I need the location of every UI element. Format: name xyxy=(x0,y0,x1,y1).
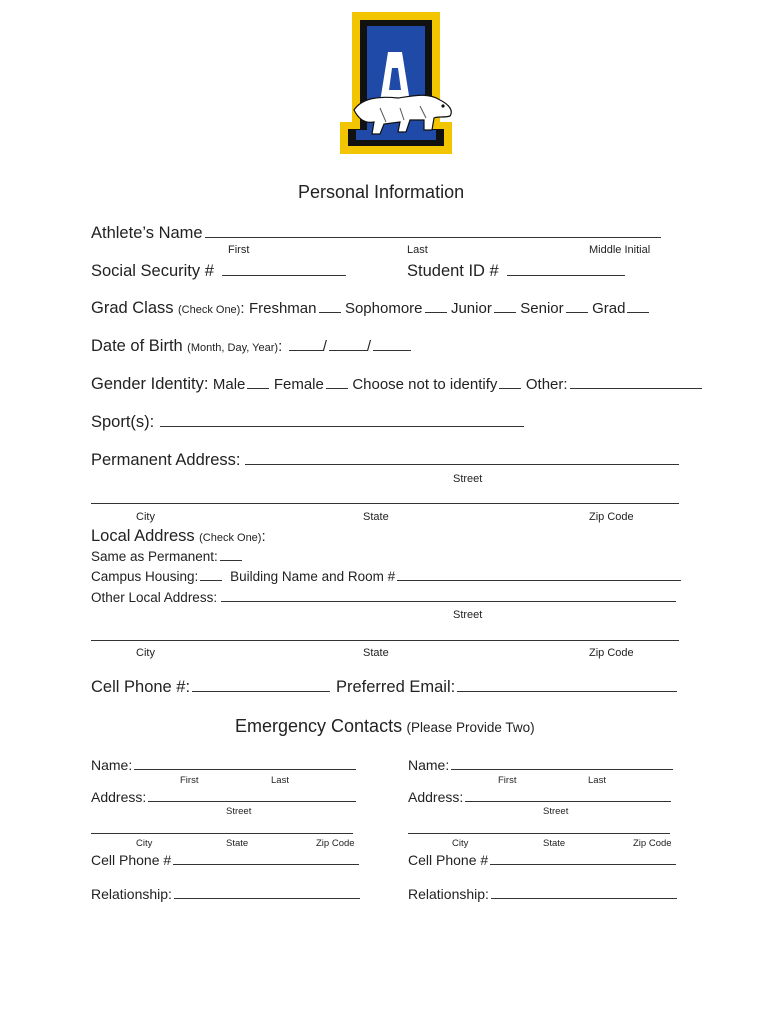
ec1-relationship-row xyxy=(91,885,360,902)
email-row xyxy=(336,678,677,697)
student-id-label: Student ID # xyxy=(407,262,499,280)
other-local-street-field[interactable] xyxy=(221,588,676,602)
dob-row: Date of Birth (Month, Day, Year): / / xyxy=(91,337,411,356)
zip-hint: Zip Code xyxy=(589,511,634,523)
gender-female: Female xyxy=(273,376,324,393)
gender-row xyxy=(91,375,702,394)
ec2-zip-hint: Zip Code xyxy=(633,838,672,849)
cell-phone-row xyxy=(91,678,330,697)
local-address-note: (Check One) xyxy=(199,532,262,544)
local-city-hint: City xyxy=(136,647,155,659)
page-title: Personal Information xyxy=(298,182,465,202)
ec1-address-label: Address: xyxy=(91,789,147,805)
local-city-line[interactable] xyxy=(91,640,679,641)
other-gender-field[interactable] xyxy=(570,375,702,389)
building-label: Building Name and Room # xyxy=(230,569,396,584)
ec2-state-hint: State xyxy=(543,838,566,849)
city-hint: City xyxy=(136,511,155,523)
ec1-city-line[interactable] xyxy=(91,833,353,834)
ec2-name-row xyxy=(408,756,673,773)
cell-phone-field[interactable] xyxy=(192,678,330,692)
ec2-relationship-label: Relationship: xyxy=(408,886,489,902)
campus-housing-row xyxy=(91,567,681,584)
ssn-row xyxy=(91,262,346,281)
ec1-last-hint: Last xyxy=(271,775,289,786)
gender-other: Other: xyxy=(525,376,568,393)
ec2-address-label: Address: xyxy=(408,789,464,805)
sports-field[interactable] xyxy=(160,413,524,427)
ec2-name-label: Name: xyxy=(408,757,450,773)
ec1-name-field[interactable] xyxy=(134,756,356,770)
ec2-phone-label: Cell Phone # xyxy=(408,852,489,868)
ec1-relationship-label: Relationship: xyxy=(91,886,172,902)
athlete-name-row xyxy=(91,224,661,243)
ec1-phone-label: Cell Phone # xyxy=(91,852,172,868)
sports-label: Sport(s): xyxy=(91,413,155,431)
ssn-field[interactable] xyxy=(222,262,346,276)
emergency-heading xyxy=(235,716,535,737)
sophomore-check[interactable] xyxy=(425,299,447,313)
same-as-permanent-row xyxy=(91,547,242,564)
grad-class-row: Grad Class (Check One): Freshman Sophomore Junior Senior Grad xyxy=(91,299,649,318)
permanent-address-label: Permanent Address: xyxy=(91,451,241,469)
grad-class-label: Grad Class xyxy=(91,299,174,317)
grad-grad: Grad xyxy=(592,300,626,317)
freshman-check[interactable] xyxy=(319,299,341,313)
ec1-first-hint: First xyxy=(180,775,199,786)
ec1-phone-field[interactable] xyxy=(173,851,359,865)
other-local-row xyxy=(91,588,676,605)
ec1-address-row xyxy=(91,788,356,805)
state-hint: State xyxy=(363,511,389,523)
dob-note: (Month, Day, Year) xyxy=(187,342,279,354)
dob-day-field[interactable] xyxy=(329,337,367,351)
ssn-label: Social Security # xyxy=(91,262,214,280)
dob-month-field[interactable] xyxy=(289,337,323,351)
ec1-zip-hint: Zip Code xyxy=(316,838,355,849)
local-zip-hint: Zip Code xyxy=(589,647,634,659)
grad-junior: Junior xyxy=(450,300,492,317)
athlete-name-field[interactable] xyxy=(205,224,661,238)
female-check[interactable] xyxy=(326,375,348,389)
middle-initial-hint: Middle Initial xyxy=(589,244,651,256)
same-as-permanent-label: Same as Permanent: xyxy=(91,549,218,564)
ec2-relationship-row xyxy=(408,885,677,902)
cell-phone-label: Cell Phone #: xyxy=(91,678,191,696)
student-id-field[interactable] xyxy=(507,262,625,276)
ec2-street-hint: Street xyxy=(543,806,569,817)
grad-class-note: (Check One) xyxy=(177,304,241,316)
ec1-name-label: Name: xyxy=(91,757,133,773)
ec1-state-hint: State xyxy=(226,838,249,849)
ec2-phone-field[interactable] xyxy=(490,851,676,865)
grad-check[interactable] xyxy=(627,299,649,313)
permanent-address-row xyxy=(91,451,679,470)
school-logo xyxy=(340,12,452,154)
gender-male: Male xyxy=(212,376,246,393)
gender-label: Gender Identity: xyxy=(91,375,209,393)
emergency-note: (Please Provide Two) xyxy=(406,720,535,735)
permanent-city-line[interactable] xyxy=(91,503,679,504)
athlete-name-label: Athlete’s Name xyxy=(91,224,203,242)
campus-housing-label: Campus Housing: xyxy=(91,569,199,584)
ec2-name-field[interactable] xyxy=(451,756,673,770)
male-check[interactable] xyxy=(247,375,269,389)
ec2-first-hint: First xyxy=(498,775,517,786)
building-field[interactable] xyxy=(397,567,681,581)
not-identify-check[interactable] xyxy=(499,375,521,389)
other-local-label: Other Local Address: xyxy=(91,590,218,605)
ec1-relationship-field[interactable] xyxy=(174,885,360,899)
email-label: Preferred Email: xyxy=(336,678,456,696)
ec2-address-row xyxy=(408,788,671,805)
local-address-heading: Local Address (Check One): xyxy=(91,527,266,545)
ec2-relationship-field[interactable] xyxy=(491,885,677,899)
local-state-hint: State xyxy=(363,647,389,659)
last-hint: Last xyxy=(407,244,428,256)
grad-sophomore: Sophomore xyxy=(344,300,423,317)
ec1-city-hint: City xyxy=(136,838,153,849)
student-id-row xyxy=(407,262,625,281)
dob-year-field[interactable] xyxy=(373,337,411,351)
ec1-phone-row xyxy=(91,851,359,868)
same-as-permanent-check[interactable] xyxy=(220,547,242,561)
ec2-city-line[interactable] xyxy=(408,833,670,834)
gender-not-identify: Choose not to identify xyxy=(352,376,498,393)
permanent-street-field[interactable] xyxy=(245,451,679,465)
emergency-title: Emergency Contacts xyxy=(235,716,403,736)
ec2-city-hint: City xyxy=(452,838,469,849)
sports-row xyxy=(91,413,524,432)
ec2-phone-row xyxy=(408,851,676,868)
junior-check[interactable] xyxy=(494,299,516,313)
senior-check[interactable] xyxy=(566,299,588,313)
email-field[interactable] xyxy=(457,678,677,692)
ec1-street-field[interactable] xyxy=(148,788,356,802)
grad-freshman: Freshman xyxy=(248,300,317,317)
grad-senior: Senior xyxy=(520,300,564,317)
dob-sep: / xyxy=(366,338,372,355)
local-address-label: Local Address xyxy=(91,527,195,545)
local-street-hint: Street xyxy=(453,609,483,621)
dob-label: Date of Birth xyxy=(91,337,183,355)
ec1-name-row xyxy=(91,756,356,773)
first-hint: First xyxy=(228,244,250,256)
dob-sep: / xyxy=(322,338,327,355)
campus-housing-check[interactable] xyxy=(200,567,222,581)
ec1-street-hint: Street xyxy=(226,806,252,817)
ec2-street-field[interactable] xyxy=(465,788,671,802)
street-hint: Street xyxy=(453,473,483,485)
ec2-last-hint: Last xyxy=(588,775,606,786)
